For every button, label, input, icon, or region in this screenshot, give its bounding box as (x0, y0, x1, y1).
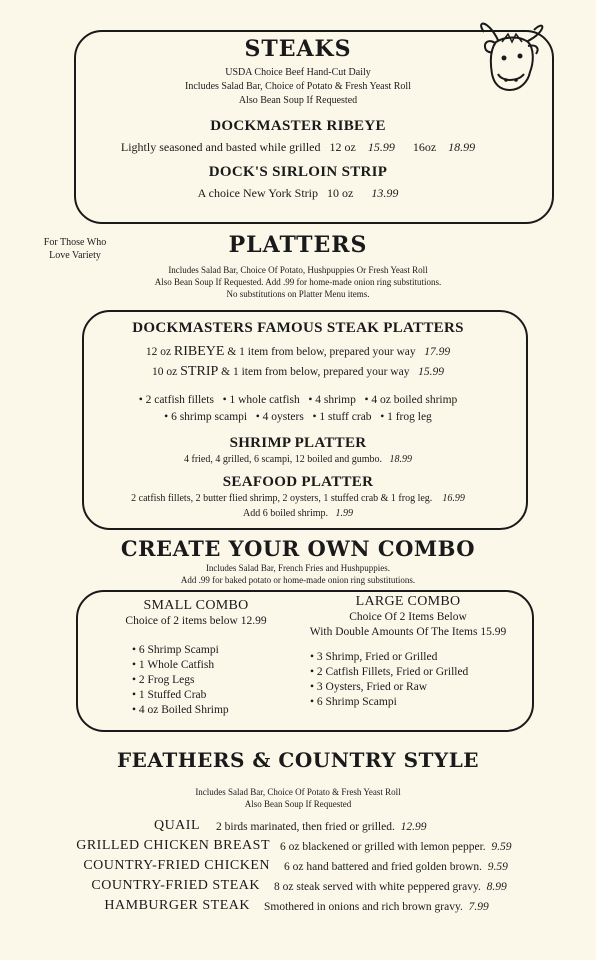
list-item: • 3 Shrimp, Fried or Grilled (310, 650, 530, 665)
platters-title: PLATTERS (228, 232, 368, 258)
strip-platter-desc: & 1 item from below, prepared your way (221, 366, 410, 378)
platters-desc-line2: Also Bean Soup If Requested. Add .99 for home-made onion ring substitutions. (154, 277, 442, 287)
ribeye-size-1: 12 oz (329, 140, 356, 154)
large-combo-list (310, 650, 530, 710)
feathers-item-desc (284, 860, 508, 875)
platter-option: 2 catfish fillets (145, 394, 214, 406)
large-combo-desc-1: Choice Of 2 Items Below (349, 611, 467, 623)
ribeye-line (0, 140, 596, 155)
feathers-item-desc (280, 840, 512, 855)
list-item: • 1 Whole Catfish (132, 658, 296, 673)
shrimp-platter-title: SHRIMP PLATTER (229, 435, 367, 451)
small-combo (96, 598, 296, 718)
feathers-item-desc (274, 880, 507, 895)
feathers-item-price: 9.59 (487, 861, 508, 873)
shrimp-platter-desc: 4 fried, 4 grilled, 6 scampi, 12 boiled and gumbo. (183, 454, 383, 465)
shrimp-platter-line (0, 454, 596, 466)
platters-desc-line3: No substitutions on Platter Menu items. (226, 289, 370, 299)
list-item: • 3 Oysters, Fried or Raw (310, 680, 530, 695)
feathers-item-name: HAMBURGER STEAK (104, 898, 250, 913)
seafood-platter-desc: 2 catfish fillets, 2 butter flied shrimp, 2 oysters, 1 stuffed crab & 1 frog leg. (131, 493, 433, 504)
strip-platter-size: 10 oz (152, 366, 178, 378)
platter-option: 1 stuff crab (319, 411, 372, 423)
small-combo-list (132, 643, 296, 718)
feathers-item-name: COUNTRY-FRIED CHICKEN (83, 858, 270, 873)
feathers-item-desc-text: 6 oz hand battered and fried golden brown. (284, 861, 482, 873)
seafood-platter-line (0, 493, 596, 505)
feathers-title: FEATHERS & COUNTRY STYLE (116, 748, 480, 772)
strip-platter-line (0, 364, 596, 380)
large-combo (286, 594, 530, 710)
feathers-item-name: QUAIL (153, 818, 200, 833)
platters-desc-line1: Includes Salad Bar, Choice Of Potato, Hushpuppies Or Fresh Yeast Roll (168, 265, 428, 275)
shrimp-platter-price: 18.99 (389, 454, 413, 465)
feathers-desc-line1: Includes Salad Bar, Choice Of Potato & Fresh Yeast Roll (195, 787, 401, 797)
feathers-item-desc (264, 900, 489, 915)
feathers-item-desc (216, 820, 426, 835)
platter-options-row-1: • 2 catfish fillets • 1 whole catfish • 4 shrimp • 4 oz boiled shrimp (138, 394, 458, 406)
feathers-item-price: 12.99 (400, 821, 427, 833)
ribeye-price-2: 18.99 (448, 140, 476, 154)
sirloin-desc: A choice New York Strip (197, 186, 318, 200)
large-combo-desc-2: With Double Amounts Of The Items 15.99 (309, 626, 507, 638)
steaks-desc-line3: Also Bean Soup If Requested (238, 95, 358, 106)
ribeye-platter-word: RIBEYE (173, 344, 225, 359)
ribeye-platter-price: 17.99 (424, 346, 451, 358)
steaks-title: STEAKS (244, 36, 352, 62)
list-item: • 2 Catfish Fillets, Fried or Grilled (310, 665, 530, 680)
list-item: • 6 Shrimp Scampi (310, 695, 530, 710)
seafood-add-desc: Add 6 boiled shrimp. (243, 508, 328, 519)
large-combo-title: LARGE COMBO (355, 594, 461, 609)
feathers-item-price: 7.99 (468, 901, 489, 913)
feathers-item-desc-text: 6 oz blackened or grilled with lemon pepper. (280, 841, 486, 853)
platter-option: 4 oz boiled shrimp (371, 394, 458, 406)
combo-desc-line2: Add .99 for baked potato or home-made onion ring substitutions. (180, 575, 416, 585)
steaks-desc-line1: USDA Choice Beef Hand-Cut Daily (225, 67, 371, 78)
ribeye-desc: Lightly seasoned and basted while grilled (120, 140, 321, 154)
small-combo-desc: Choice of 2 items below 12.99 (125, 615, 267, 627)
steaks-desc (0, 66, 596, 108)
seafood-platter-title: SEAFOOD PLATTER (222, 474, 374, 490)
seafood-add-price: 1.99 (335, 508, 353, 519)
combo-desc-line1: Includes Salad Bar, French Fries and Hushpuppies. (205, 563, 391, 573)
combo-title: CREATE YOUR OWN COMBO (120, 536, 476, 561)
platter-option: 1 whole catfish (229, 394, 300, 406)
platter-option: 4 shrimp (315, 394, 356, 406)
sirloin-size: 10 oz (327, 186, 354, 200)
feathers-item-desc-text: 2 birds marinated, then fried or grilled. (216, 821, 395, 833)
famous-platters-title: DOCKMASTERS FAMOUS STEAK PLATTERS (132, 320, 464, 336)
ribeye-platter-desc: & 1 item from below, prepared your way (227, 346, 416, 358)
platter-option: 4 oysters (262, 411, 304, 423)
feathers-item-name: COUNTRY-FRIED STEAK (91, 878, 260, 893)
seafood-add-line (0, 508, 596, 520)
combo-desc (0, 562, 596, 586)
feathers-desc (0, 786, 596, 810)
ribeye-size-2: 16oz (412, 140, 437, 154)
sirloin-price: 13.99 (371, 186, 399, 200)
feathers-item-price: 8.99 (486, 881, 507, 893)
small-combo-title: SMALL COMBO (143, 598, 249, 613)
ribeye-platter-line (0, 344, 596, 360)
ribeye-name: DOCKMASTER RIBEYE (210, 118, 386, 134)
platter-option: 1 frog leg (387, 411, 432, 423)
strip-platter-word: STRIP (180, 364, 219, 379)
list-item: • 6 Shrimp Scampi (132, 643, 296, 658)
steaks-desc-line2: Includes Salad Bar, Choice of Potato & Fresh Yeast Roll (185, 81, 411, 92)
sirloin-name: DOCK'S SIRLOIN STRIP (208, 164, 388, 180)
list-item: • 1 Stuffed Crab (132, 688, 296, 703)
platters-desc (0, 264, 596, 300)
side-note-line2: Love Variety (49, 250, 101, 261)
ribeye-price-1: 15.99 (367, 140, 395, 154)
strip-platter-price: 15.99 (418, 366, 444, 378)
platter-option: 6 shrimp scampi (171, 411, 248, 423)
platter-options-row-2: • 6 shrimp scampi • 4 oysters • 1 stuff crab • 1 frog leg (164, 411, 432, 423)
ribeye-platter-size: 12 oz (145, 346, 172, 358)
list-item: • 4 oz Boiled Shrimp (132, 703, 296, 718)
side-note-line1: For Those Who (43, 237, 107, 248)
feathers-item-desc-text: 8 oz steak served with white peppered gravy. (274, 881, 481, 893)
feathers-item-name: GRILLED CHICKEN BREAST (76, 838, 270, 853)
sirloin-line (0, 186, 596, 201)
seafood-platter-price: 16.99 (442, 493, 465, 504)
feathers-desc-line2: Also Bean Soup If Requested (244, 799, 352, 809)
feathers-item-price: 9.59 (491, 841, 512, 853)
list-item: • 2 Frog Legs (132, 673, 296, 688)
feathers-item-desc-text: Smothered in onions and rich brown gravy. (264, 901, 463, 913)
